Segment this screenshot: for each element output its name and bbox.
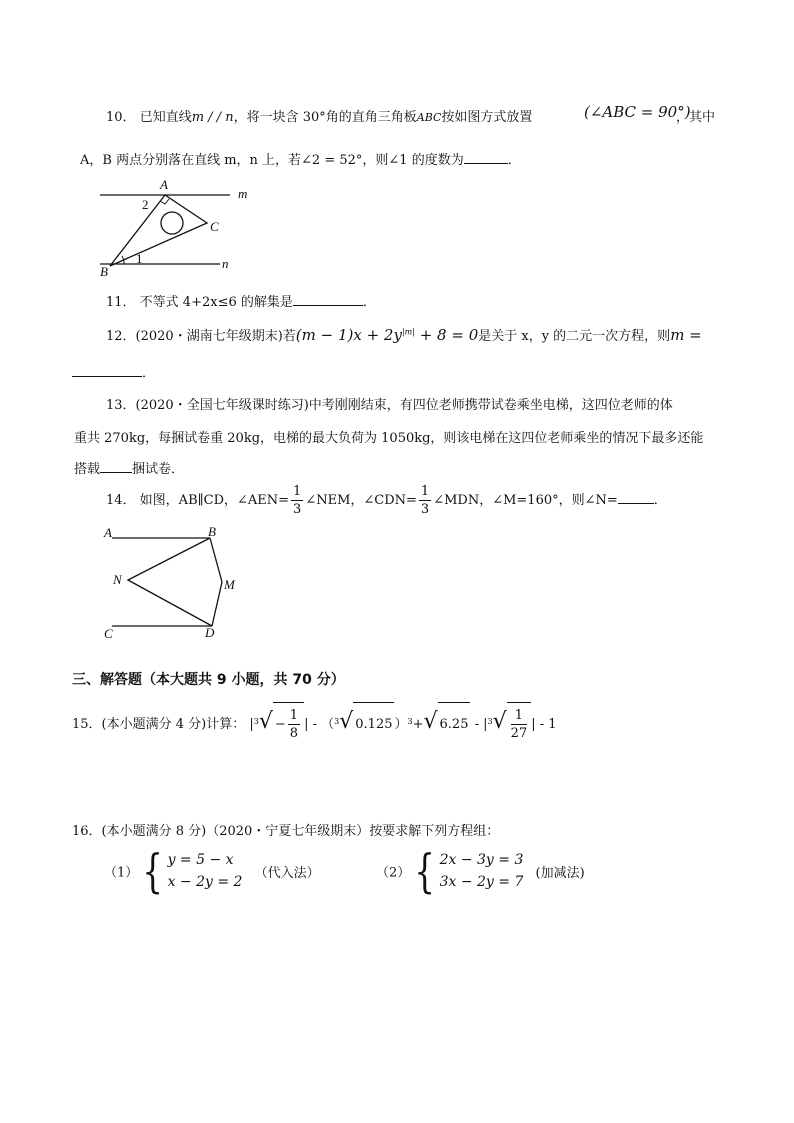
label-n: n (222, 256, 229, 271)
q10-figure (96, 176, 266, 276)
q16-head: 16．(本小题满分 8 分)（2020・宁夏七年级期末）按要求解下列方程组： (72, 824, 500, 839)
q12-line2: ． (72, 362, 155, 381)
label-M: M (224, 577, 235, 592)
radical-sign: √ (492, 709, 507, 734)
broken-line-bmd (210, 538, 222, 626)
label-A: A (160, 177, 168, 192)
q10-number: 10． (106, 110, 136, 125)
radical-sign: √ (258, 709, 273, 734)
q10-qizhong: ，其中 (676, 110, 716, 125)
label-B: B (208, 524, 216, 539)
label-angle2: 2 (142, 197, 149, 212)
q13-line3: 搭载 捆试卷． (74, 462, 185, 477)
sqrt-625: 6.25 (438, 702, 471, 747)
answer-blank (464, 163, 508, 164)
radical-sign: √ (339, 709, 354, 734)
answer-blank (72, 376, 142, 377)
system-brace: { (414, 844, 436, 898)
cube-root-one-27th: $\frac{1}{27}$ (507, 702, 532, 747)
label-A: A (104, 525, 112, 540)
q15: 15．(本小题满分 4 分)计算： $|^3√$ − $\frac{1}{8}$ | - （$^3$√ 0.125 ）$^3$+√ $6.25 - |^3√$ $\frac{1}{27}$ | - 1 (72, 700, 557, 747)
label-B: B (100, 264, 108, 276)
q11: 11． 不等式 4+2x≤6 的解集是 ． (106, 295, 376, 310)
fraction-one-third: $\frac{1}{3}$ (420, 484, 430, 517)
q14-text: 14． 如图，AB∥CD，∠AEN= $\frac{1}{3}$ ∠NEM，∠CDN= $\frac{1}{3}$ ∠MDN，∠M=160°，则∠N= ． (106, 484, 667, 517)
triangle-abc (110, 195, 207, 266)
q13-line1: 13．(2020・全国七年级课时练习)中考刚刚结束，有四位老师携带试卷乘坐电梯，这四位老师的体 (106, 398, 673, 413)
q10-line2: A，B 两点分别落在直线 m，n 上，若∠2 = 52°，则∠1 的度数为 ． (80, 153, 521, 168)
q12-line1: 12．(2020・湖南七年级期末)若$(m - 1)x + 2y^{|m|} + 8 = 0$是关于 x，y 的二元一次方程，则m = (106, 326, 702, 344)
cube-root-0125: 0.125 (353, 702, 394, 747)
section-title: 三、解答题（本大题共 9 小题，共 70 分） (72, 672, 345, 688)
system-brace: { (142, 844, 164, 898)
cube-root-neg-one-eighth: − $\frac{1}{8}$ (273, 702, 304, 747)
radical-sign: √ (423, 709, 438, 734)
answer-blank (293, 305, 363, 306)
label-angle1: 1 (136, 251, 143, 266)
label-N: N (113, 572, 122, 587)
triangle-hole (161, 212, 183, 234)
q10-condition: (∠ABC = 90°) (584, 103, 691, 121)
fraction-one-third: $\frac{1}{3}$ (293, 484, 302, 517)
broken-line-bnd (128, 538, 212, 626)
q10-line1: 10． 已知直线m / / n，将一块含 30°角的直角三角板ABC按如图方式放置 (106, 110, 533, 125)
q14-figure (100, 524, 250, 644)
q13-line2: 重共 270kg，每捆试卷重 20kg，电梯的最大负荷为 1050kg，则该电梯在这四位老师乘坐的情况下最多还能 (74, 431, 704, 446)
answer-blank (100, 472, 132, 473)
q16-part2: （2）{ 2x − 3y = 3 3x − 2y = 7 (加减法) (376, 844, 585, 898)
label-C: C (210, 219, 219, 234)
label-m: m (238, 186, 248, 201)
answer-blank (618, 503, 654, 504)
label-D: D (205, 625, 215, 640)
label-C: C (104, 626, 113, 641)
q16-part1: （1）{ y = 5 − x x − 2y = 2 （代入法） (104, 844, 320, 898)
